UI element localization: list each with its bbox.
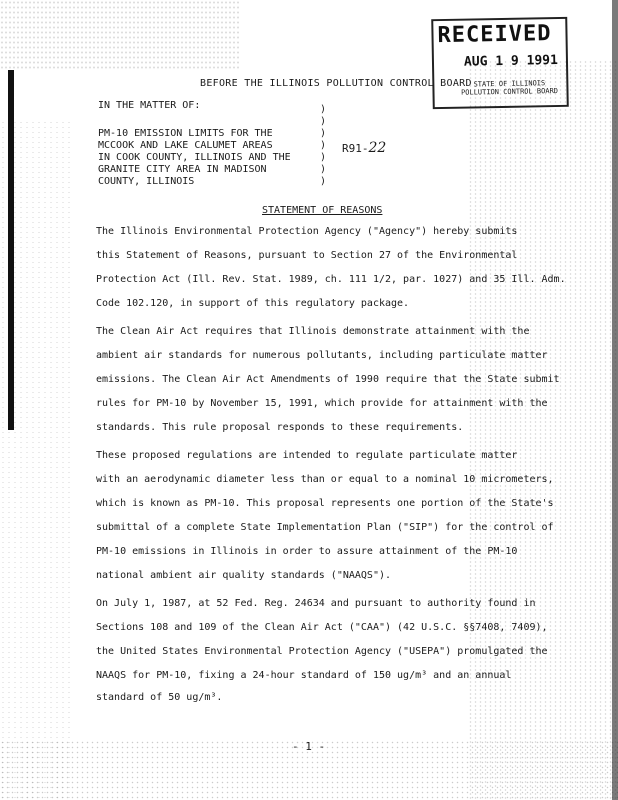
body-line: The Clean Air Act requires that Illinois demonstrate attainment with the <box>96 326 530 337</box>
body-line: emissions. The Clean Air Act Amendments of 1990 require that the State submit <box>96 374 560 385</box>
caption-line: PM-10 EMISSION LIMITS FOR THE <box>98 128 273 139</box>
scan-noise-right <box>468 60 618 800</box>
body-line: this Statement of Reasons, pursuant to Section 27 of the Environmental <box>96 250 518 261</box>
body-line: with an aerodynamic diameter less than or equal to a nominal 10 micrometers, <box>96 474 554 485</box>
stamp-office-line2: POLLUTION CONTROL BOARD <box>460 86 559 97</box>
caption-line: COUNTY, ILLINOIS <box>98 176 195 187</box>
page-number: - 1 - <box>292 740 326 753</box>
body-line: PM-10 emissions in Illinois in order to assure attainment of the PM-10 <box>96 546 518 557</box>
docket-handwritten: 22 <box>368 140 387 156</box>
body-line: standard of 50 ug/m³. <box>96 692 223 703</box>
received-stamp <box>431 17 569 109</box>
body-line: rules for PM-10 by November 15, 1991, which provide for attainment with the <box>96 398 548 409</box>
docket-prefix: R91- <box>342 142 369 155</box>
board-header: BEFORE THE ILLINOIS POLLUTION CONTROL BOARD <box>200 78 472 89</box>
in-the-matter-of: IN THE MATTER OF: <box>98 100 201 111</box>
body-line: ambient air standards for numerous pollutants, including particulate matter <box>96 350 548 361</box>
body-line: which is known as PM-10. This proposal represents one portion of the State's <box>96 498 554 509</box>
caption-brace: ) <box>320 104 327 115</box>
body-line: national ambient air quality standards ("NAAQS"). <box>96 570 392 581</box>
scan-edge-bar <box>8 70 14 430</box>
body-line: standards. This rule proposal responds to these requirements. <box>96 422 464 433</box>
scan-noise-top-left <box>0 0 240 70</box>
body-line: These proposed regulations are intended to regulate particulate matter <box>96 450 518 461</box>
stamp-office-line1: STATE OF ILLINOIS <box>473 79 546 89</box>
caption-line: MCCOOK AND LAKE CALUMET AREAS <box>98 140 273 151</box>
caption-line: IN COOK COUNTY, ILLINOIS AND THE <box>98 152 291 163</box>
body-line: NAAQS for PM-10, fixing a 24-hour standard of 150 ug/m³ and an annual <box>96 670 512 681</box>
body-line: Protection Act (Ill. Rev. Stat. 1989, ch. 111 1/2, par. 1027) and 35 Ill. Adm. <box>96 274 566 285</box>
caption-brace: ) <box>320 176 327 187</box>
body-line: On July 1, 1987, at 52 Fed. Reg. 24634 and pursuant to authority found in <box>96 598 536 609</box>
caption-brace: ) <box>320 164 327 175</box>
caption-brace: ) <box>320 140 327 151</box>
body-line: Sections 108 and 109 of the Clean Air Act ("CAA") (42 U.S.C. §§7408, 7409), <box>96 622 548 633</box>
body-line: submittal of a complete State Implementation Plan ("SIP") for the control of <box>96 522 554 533</box>
body-line: Code 102.120, in support of this regulatory package. <box>96 298 410 309</box>
scan-edge-right <box>612 0 618 800</box>
caption-line: GRANITE CITY AREA IN MADISON <box>98 164 267 175</box>
document-title: STATEMENT OF REASONS <box>262 205 383 216</box>
docket-number <box>342 140 386 156</box>
stamp-date: AUG 1 9 1991 <box>463 52 559 70</box>
body-line: The Illinois Environmental Protection Agency ("Agency") hereby submits <box>96 226 518 237</box>
caption-brace: ) <box>320 116 327 127</box>
caption-brace: ) <box>320 128 327 139</box>
caption-brace: ) <box>320 152 327 163</box>
stamp-received-text: RECEIVED <box>437 21 552 49</box>
body-line: the United States Environmental Protection Agency ("USEPA") promulgated the <box>96 646 548 657</box>
